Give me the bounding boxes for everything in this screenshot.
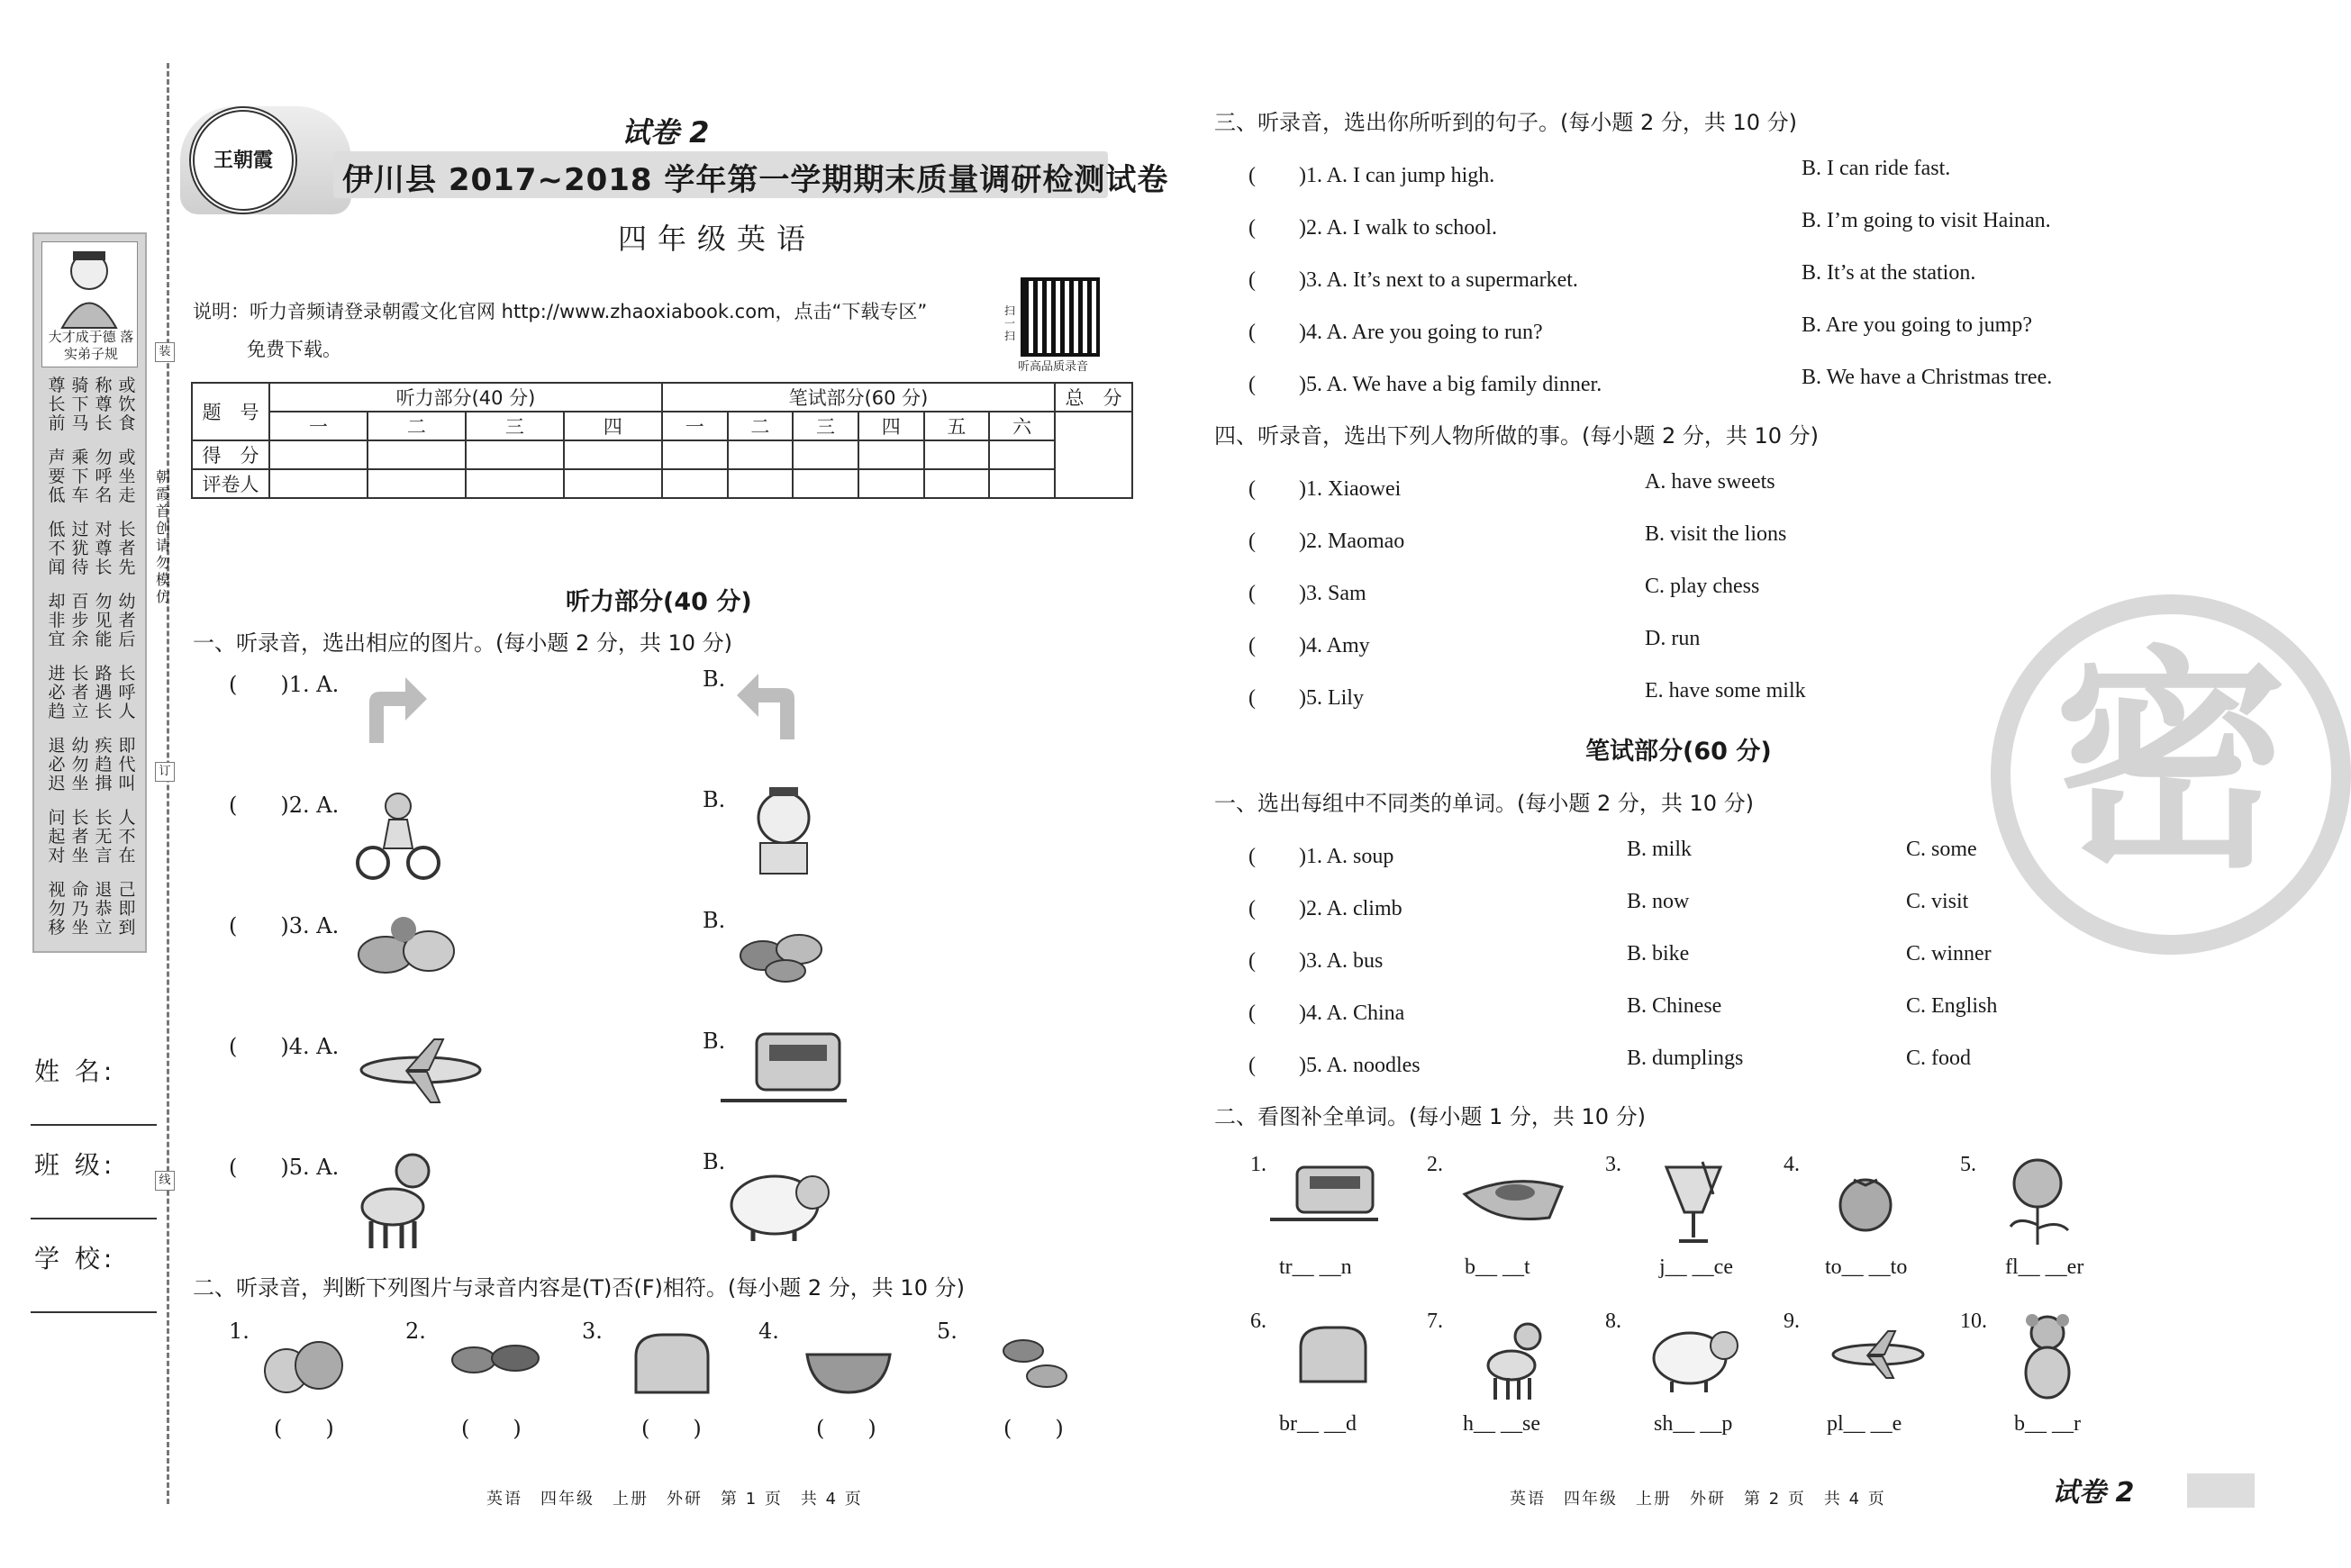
train-icon bbox=[1270, 1162, 1378, 1225]
bread-icon bbox=[1294, 1322, 1371, 1391]
motto-char: 者 bbox=[118, 539, 136, 558]
list-item: C. play chess bbox=[1645, 575, 1760, 598]
list-item: ( )4. Amy bbox=[1248, 634, 1370, 657]
list-item: B. visit the lions bbox=[1645, 522, 1787, 546]
motto-char: 进 bbox=[48, 664, 66, 684]
row-header: 题 号 bbox=[192, 383, 269, 440]
motto-char: 己 bbox=[118, 880, 136, 900]
class-label: 班 级: bbox=[34, 1150, 116, 1180]
list-item: ( )3. A. It’s next to a supermarket. bbox=[1248, 268, 1578, 292]
motto-gap bbox=[45, 793, 139, 809]
option-label: B. bbox=[703, 908, 726, 933]
fill-word[interactable]: b__ __t bbox=[1465, 1255, 1530, 1279]
motto-char: 或 bbox=[118, 448, 136, 467]
qr-caption: 听高品质录音 bbox=[1018, 360, 1089, 374]
list-item: ( )3. A. bus bbox=[1248, 949, 1384, 973]
part1-instruction: 一、听录音，选出相应的图片。(每小题 2 分，共 10 分) bbox=[193, 630, 733, 656]
grader-cell[interactable] bbox=[728, 469, 794, 498]
motto-char: 尊 bbox=[48, 376, 66, 395]
motto-char: 骑 bbox=[71, 376, 89, 395]
col-header: 四 bbox=[564, 412, 662, 440]
motto-char: 长 bbox=[95, 808, 113, 828]
motto-char: 必 bbox=[48, 755, 66, 775]
motto-char: 长 bbox=[118, 664, 136, 684]
motto-char: 立 bbox=[71, 702, 89, 721]
item-number: 5. bbox=[937, 1319, 958, 1344]
motto-char: 叫 bbox=[118, 774, 136, 793]
paper-tag: 试卷 2 bbox=[622, 115, 710, 150]
motto-char: 视 bbox=[48, 880, 66, 900]
fill-word[interactable]: pl__ __e bbox=[1827, 1412, 1902, 1436]
motto-char: 长 bbox=[118, 520, 136, 539]
horse-icon bbox=[1477, 1313, 1549, 1403]
list-item: ( )1. A. I can jump high. bbox=[1248, 164, 1495, 187]
list-item: B. bike bbox=[1627, 942, 1690, 965]
fill-word[interactable]: br__ __d bbox=[1279, 1412, 1357, 1436]
motto-header: 大才成于德 落实弟子规 bbox=[48, 329, 134, 362]
grader-cell[interactable] bbox=[989, 469, 1055, 498]
motto-char: 尊 bbox=[95, 539, 113, 558]
list-item: ( )4. A. Are you going to run? bbox=[1248, 321, 1543, 344]
motto-char: 在 bbox=[118, 846, 136, 866]
listening-title: 听力部分(40 分) bbox=[566, 588, 752, 616]
item-number: 2. bbox=[405, 1319, 426, 1344]
option-label: B. bbox=[703, 666, 726, 692]
motto-char: 者 bbox=[71, 827, 89, 847]
motto-char: 勿 bbox=[71, 755, 89, 775]
motto-char: 者 bbox=[118, 611, 136, 630]
motto-char: 饮 bbox=[118, 394, 136, 414]
item-number: 8. bbox=[1605, 1310, 1621, 1333]
list-item: ( )3. A. bbox=[229, 913, 340, 938]
w-part2-instruction: 二、看图补全单词。(每小题 1 分，共 10 分) bbox=[1214, 1104, 1647, 1129]
col-header: 六 bbox=[989, 412, 1055, 440]
list-item: B. Chinese bbox=[1627, 994, 1722, 1018]
list-item: ( )5. A. We have a big family dinner. bbox=[1248, 373, 1602, 396]
motto-char: 幼 bbox=[71, 736, 89, 756]
girl-reading-icon bbox=[739, 784, 829, 883]
grader-cell[interactable] bbox=[269, 469, 368, 498]
flower-icon bbox=[2000, 1156, 2081, 1246]
motto-char: 过 bbox=[71, 520, 89, 539]
w-part1-instruction: 一、选出每组中不同类的单词。(每小题 2 分，共 10 分) bbox=[1214, 791, 1755, 816]
motto-panel bbox=[32, 232, 147, 953]
score-table bbox=[191, 382, 1133, 499]
motto-char: 退 bbox=[48, 736, 66, 756]
list-item: B. Are you going to jump? bbox=[1802, 313, 2032, 337]
motto-char: 下 bbox=[71, 394, 89, 414]
school-label: 学 校: bbox=[34, 1244, 116, 1273]
secret-seal-icon: 密 bbox=[1991, 594, 2351, 955]
binding-mark: 装 bbox=[155, 342, 175, 362]
motto-char: 百 bbox=[71, 592, 89, 612]
train-icon bbox=[721, 1025, 847, 1106]
motto-char: 步 bbox=[71, 611, 89, 630]
grader-cell[interactable] bbox=[793, 469, 858, 498]
list-item: B. now bbox=[1627, 890, 1690, 913]
name-field[interactable] bbox=[31, 1124, 157, 1126]
motto-char: 遇 bbox=[95, 683, 113, 702]
score-cell[interactable] bbox=[269, 440, 368, 469]
motto-char: 移 bbox=[48, 918, 66, 938]
list-item: C. visit bbox=[1906, 890, 1969, 913]
total-cell[interactable] bbox=[1055, 412, 1132, 498]
bread-icon bbox=[627, 1329, 713, 1401]
option-label: B. bbox=[703, 1149, 726, 1174]
mascot-box bbox=[41, 241, 138, 367]
motto-char: 路 bbox=[95, 664, 113, 684]
option-label: B. bbox=[703, 787, 726, 812]
turn-right-arrow-icon bbox=[351, 666, 432, 748]
list-item: ( )1. A. bbox=[229, 672, 340, 697]
motto-char: 尊 bbox=[95, 394, 113, 414]
class-field[interactable] bbox=[31, 1218, 157, 1219]
list-item: ( )2. A. I walk to school. bbox=[1248, 216, 1497, 240]
list-item: C. English bbox=[1906, 994, 1998, 1018]
list-item: ( )1. Xiaowei bbox=[1248, 477, 1402, 501]
motto-char: 长 bbox=[95, 702, 113, 721]
list-item: ( )5. Lily bbox=[1248, 686, 1364, 710]
motto-char: 声 bbox=[48, 448, 66, 467]
motto-char: 闻 bbox=[48, 557, 66, 577]
motto-char: 勿 bbox=[95, 448, 113, 467]
list-item: B. I can ride fast. bbox=[1802, 157, 1951, 180]
list-item: C. winner bbox=[1906, 942, 1992, 965]
motto-char: 即 bbox=[118, 736, 136, 756]
col-header: 三 bbox=[466, 412, 564, 440]
item-number: 4. bbox=[1784, 1153, 1800, 1176]
motto-char: 先 bbox=[118, 557, 136, 577]
note-line: 说明：听力音频请登录朝霞文化官网 http://www.zhaoxiabook.com，点击“下载专区” bbox=[193, 301, 928, 322]
qr-code-icon[interactable] bbox=[1021, 277, 1100, 357]
motto-char: 无 bbox=[95, 827, 113, 847]
item-number: 3. bbox=[582, 1319, 603, 1344]
fill-word[interactable]: j__ __ce bbox=[1659, 1255, 1733, 1279]
score-cell[interactable] bbox=[662, 440, 728, 469]
motto-gap bbox=[45, 649, 139, 665]
list-item: ( )5. A. noodles bbox=[1248, 1054, 1421, 1077]
col-header: 四 bbox=[858, 412, 924, 440]
list-item: ( )1. A. soup bbox=[1248, 845, 1394, 868]
item-number: 9. bbox=[1784, 1310, 1800, 1333]
grader-cell[interactable] bbox=[858, 469, 924, 498]
motto-char: 必 bbox=[48, 683, 66, 702]
score-cell[interactable] bbox=[858, 440, 924, 469]
listening-header: 听力部分(40 分) bbox=[269, 383, 662, 412]
list-item: ( )3. Sam bbox=[1248, 582, 1366, 605]
answer-blank[interactable]: ( ) bbox=[641, 1416, 702, 1441]
motto-char: 即 bbox=[118, 899, 136, 919]
motto-char: 人 bbox=[118, 808, 136, 828]
scholar-icon bbox=[42, 242, 137, 332]
option-label: B. bbox=[703, 1029, 726, 1054]
motto-char: 后 bbox=[118, 630, 136, 649]
motto-char: 余 bbox=[71, 630, 89, 649]
item-number: 1. bbox=[1250, 1153, 1266, 1176]
list-item: C. food bbox=[1906, 1047, 1971, 1070]
answer-blank[interactable]: ( ) bbox=[816, 1416, 876, 1441]
grader-cell[interactable] bbox=[564, 469, 662, 498]
motto-char: 不 bbox=[48, 539, 66, 558]
sheep-icon bbox=[1650, 1319, 1740, 1394]
col-header: 五 bbox=[924, 412, 990, 440]
motto-char: 坐 bbox=[71, 774, 89, 793]
motto-char: 迟 bbox=[48, 774, 66, 793]
sheep-icon bbox=[726, 1162, 834, 1243]
motto-char: 前 bbox=[48, 413, 66, 433]
list-item: ( )4. A. China bbox=[1248, 1002, 1405, 1025]
motto-char: 到 bbox=[118, 918, 136, 938]
vertical-note: 朝霞首创 请勿模仿 bbox=[155, 468, 170, 605]
motto-char: 名 bbox=[95, 485, 113, 505]
motto-char: 揖 bbox=[95, 774, 113, 793]
page-footer: 英语 四年级 上册 外研 第 2 页 共 4 页 bbox=[1510, 1490, 1886, 1509]
motto-char: 人 bbox=[118, 702, 136, 721]
col-header: 一 bbox=[269, 412, 368, 440]
col-header: 一 bbox=[662, 412, 728, 440]
list-item: E. have some milk bbox=[1645, 679, 1806, 702]
grader-cell[interactable] bbox=[924, 469, 990, 498]
motto-char: 宜 bbox=[48, 630, 66, 649]
motto-char: 趋 bbox=[95, 755, 113, 775]
writing-title: 笔试部分(60 分) bbox=[1585, 738, 1772, 766]
tomato-icon bbox=[1834, 1171, 1897, 1234]
motto-char: 马 bbox=[71, 413, 89, 433]
col-header: 二 bbox=[368, 412, 466, 440]
item-number: 6. bbox=[1250, 1310, 1266, 1333]
motto-gap bbox=[45, 866, 139, 881]
motto-char: 立 bbox=[95, 918, 113, 938]
horse-icon bbox=[349, 1144, 440, 1252]
fruit-icon bbox=[259, 1331, 349, 1396]
score-cell[interactable] bbox=[728, 440, 794, 469]
item-number: 7. bbox=[1427, 1310, 1443, 1333]
motto-char: 见 bbox=[95, 611, 113, 630]
motto-char: 对 bbox=[48, 846, 66, 866]
corner-paper-tag: 试卷 2 bbox=[2052, 1477, 2135, 1509]
motto-char: 能 bbox=[95, 630, 113, 649]
grader-cell[interactable] bbox=[662, 469, 728, 498]
binding-line bbox=[167, 63, 169, 1504]
part4-instruction: 四、听录音，选出下列人物所做的事。(每小题 2 分，共 10 分) bbox=[1214, 423, 1820, 449]
motto-char: 勿 bbox=[48, 899, 66, 919]
sausages-icon bbox=[447, 1333, 546, 1387]
list-item: C. some bbox=[1906, 838, 1977, 861]
candies-icon bbox=[731, 915, 831, 987]
motto-char: 退 bbox=[95, 880, 113, 900]
motto-char: 问 bbox=[48, 808, 66, 828]
score-cell[interactable] bbox=[793, 440, 858, 469]
list-item: B. I’m going to visit Hainan. bbox=[1802, 209, 2051, 232]
motto-char: 低 bbox=[48, 520, 66, 539]
motto-char: 或 bbox=[118, 376, 136, 395]
airplane-icon bbox=[353, 1034, 488, 1106]
item-number: 10. bbox=[1960, 1310, 1987, 1333]
candies-icon bbox=[994, 1324, 1076, 1405]
motto-char: 非 bbox=[48, 611, 66, 630]
fill-word[interactable]: tr__ __n bbox=[1279, 1255, 1352, 1279]
girl-riding-bike-icon bbox=[353, 784, 443, 883]
motto-char: 命 bbox=[71, 880, 89, 900]
airplane-icon bbox=[1829, 1328, 1928, 1382]
item-number: 3. bbox=[1605, 1153, 1621, 1176]
writing-header: 笔试部分(60 分) bbox=[662, 383, 1055, 412]
motto-char: 者 bbox=[71, 683, 89, 702]
motto-char: 却 bbox=[48, 592, 66, 612]
exam-title: 伊川县 2017~2018 学年第一学期期末质量调研检测试卷 bbox=[342, 162, 1169, 198]
motto-char: 待 bbox=[71, 557, 89, 577]
list-item: ( )2. Maomao bbox=[1248, 530, 1405, 553]
motto-char: 对 bbox=[95, 520, 113, 539]
grader-cell[interactable] bbox=[466, 469, 564, 498]
item-number: 4. bbox=[758, 1319, 779, 1344]
binding-mark: 订 bbox=[155, 762, 175, 782]
motto-char: 长 bbox=[48, 394, 66, 414]
boat-icon bbox=[1459, 1167, 1567, 1230]
part3-instruction: 三、听录音，选出你所听到的句子。(每小题 2 分，共 10 分) bbox=[1214, 110, 1798, 135]
binding-mark: 线 bbox=[155, 1171, 175, 1191]
score-cell[interactable] bbox=[466, 440, 564, 469]
motto-char: 言 bbox=[95, 846, 113, 866]
motto-gap bbox=[45, 577, 139, 593]
motto-char: 食 bbox=[118, 413, 136, 433]
motto-char: 趋 bbox=[48, 702, 66, 721]
fill-word[interactable]: b__ __r bbox=[2014, 1412, 2081, 1436]
list-item: ( )4. A. bbox=[229, 1034, 340, 1059]
list-item: D. run bbox=[1645, 627, 1701, 650]
motto-char: 起 bbox=[48, 827, 66, 847]
motto-char: 长 bbox=[95, 413, 113, 433]
motto-char: 长 bbox=[95, 557, 113, 577]
motto-text bbox=[45, 376, 139, 938]
part2-instruction: 二、听录音，判断下列图片与录音内容是(T)否(F)相符。(每小题 2 分，共 10 分) bbox=[193, 1275, 965, 1301]
item-number: 2. bbox=[1427, 1153, 1443, 1176]
fill-word[interactable]: fl__ __er bbox=[2005, 1255, 2084, 1279]
page-footer: 英语 四年级 上册 外研 第 1 页 共 4 页 bbox=[486, 1490, 863, 1509]
note-line: 免费下载。 bbox=[247, 339, 341, 360]
motto-char: 长 bbox=[71, 808, 89, 828]
score-cell[interactable] bbox=[564, 440, 662, 469]
grader-label: 评卷人 bbox=[192, 469, 269, 498]
motto-char: 不 bbox=[118, 827, 136, 847]
list-item: B. dumplings bbox=[1627, 1047, 1744, 1070]
motto-char: 坐 bbox=[71, 846, 89, 866]
motto-char: 犹 bbox=[71, 539, 89, 558]
motto-char: 呼 bbox=[95, 467, 113, 486]
motto-char: 疾 bbox=[95, 736, 113, 756]
motto-char: 称 bbox=[95, 376, 113, 395]
list-item: ( )2. A. climb bbox=[1248, 897, 1402, 920]
motto-char: 坐 bbox=[71, 918, 89, 938]
list-item: B. It’s at the station. bbox=[1802, 261, 1976, 285]
juice-icon bbox=[1657, 1158, 1729, 1248]
motto-char: 长 bbox=[71, 664, 89, 684]
motto-char: 走 bbox=[118, 485, 136, 505]
name-label: 姓 名: bbox=[34, 1056, 116, 1086]
list-item: B. milk bbox=[1627, 838, 1693, 861]
motto-char: 恭 bbox=[95, 899, 113, 919]
turn-left-arrow-icon bbox=[731, 663, 812, 744]
subject-title: 四年级英语 bbox=[618, 222, 817, 256]
motto-char: 低 bbox=[48, 485, 66, 505]
total-header: 总 分 bbox=[1055, 383, 1132, 412]
answer-blank[interactable]: ( ) bbox=[1003, 1416, 1064, 1441]
score-label: 得 分 bbox=[192, 440, 269, 469]
answer-blank[interactable]: ( ) bbox=[461, 1416, 522, 1441]
col-header: 三 bbox=[793, 412, 858, 440]
corner-bar bbox=[2187, 1473, 2255, 1508]
motto-gap bbox=[45, 721, 139, 737]
motto-char: 幼 bbox=[118, 592, 136, 612]
list-item: ( )2. A. bbox=[229, 793, 340, 818]
answer-blank[interactable]: ( ) bbox=[274, 1416, 334, 1441]
grader-cell[interactable] bbox=[368, 469, 466, 498]
school-field[interactable] bbox=[31, 1311, 157, 1313]
list-item: A. have sweets bbox=[1645, 470, 1775, 494]
motto-char: 要 bbox=[48, 467, 66, 486]
motto-char: 代 bbox=[118, 755, 136, 775]
fill-word[interactable]: to__ __to bbox=[1825, 1255, 1908, 1279]
score-cell[interactable] bbox=[924, 440, 990, 469]
score-cell[interactable] bbox=[989, 440, 1055, 469]
list-item: B. We have a Christmas tree. bbox=[1802, 366, 2053, 389]
motto-char: 乃 bbox=[71, 899, 89, 919]
fill-word[interactable]: h__ __se bbox=[1463, 1412, 1540, 1436]
motto-char: 勿 bbox=[95, 592, 113, 612]
col-header: 二 bbox=[728, 412, 794, 440]
item-number: 5. bbox=[1960, 1153, 1976, 1176]
motto-char: 坐 bbox=[118, 467, 136, 486]
motto-gap bbox=[45, 433, 139, 449]
bowl-icon bbox=[802, 1335, 895, 1398]
bear-icon bbox=[2014, 1311, 2081, 1401]
motto-gap bbox=[45, 505, 139, 521]
vegetables-icon bbox=[349, 911, 467, 983]
score-cell[interactable] bbox=[368, 440, 466, 469]
motto-char: 车 bbox=[71, 485, 89, 505]
item-number: 1. bbox=[229, 1319, 250, 1344]
motto-char: 乘 bbox=[71, 448, 89, 467]
list-item: ( )5. A. bbox=[229, 1155, 340, 1180]
publisher-logo: 王朝霞 bbox=[189, 106, 297, 214]
fill-word[interactable]: sh__ __p bbox=[1654, 1412, 1733, 1436]
motto-char: 下 bbox=[71, 467, 89, 486]
motto-char: 呼 bbox=[118, 683, 136, 702]
qr-side-text: 扫一扫 bbox=[1003, 304, 1015, 342]
